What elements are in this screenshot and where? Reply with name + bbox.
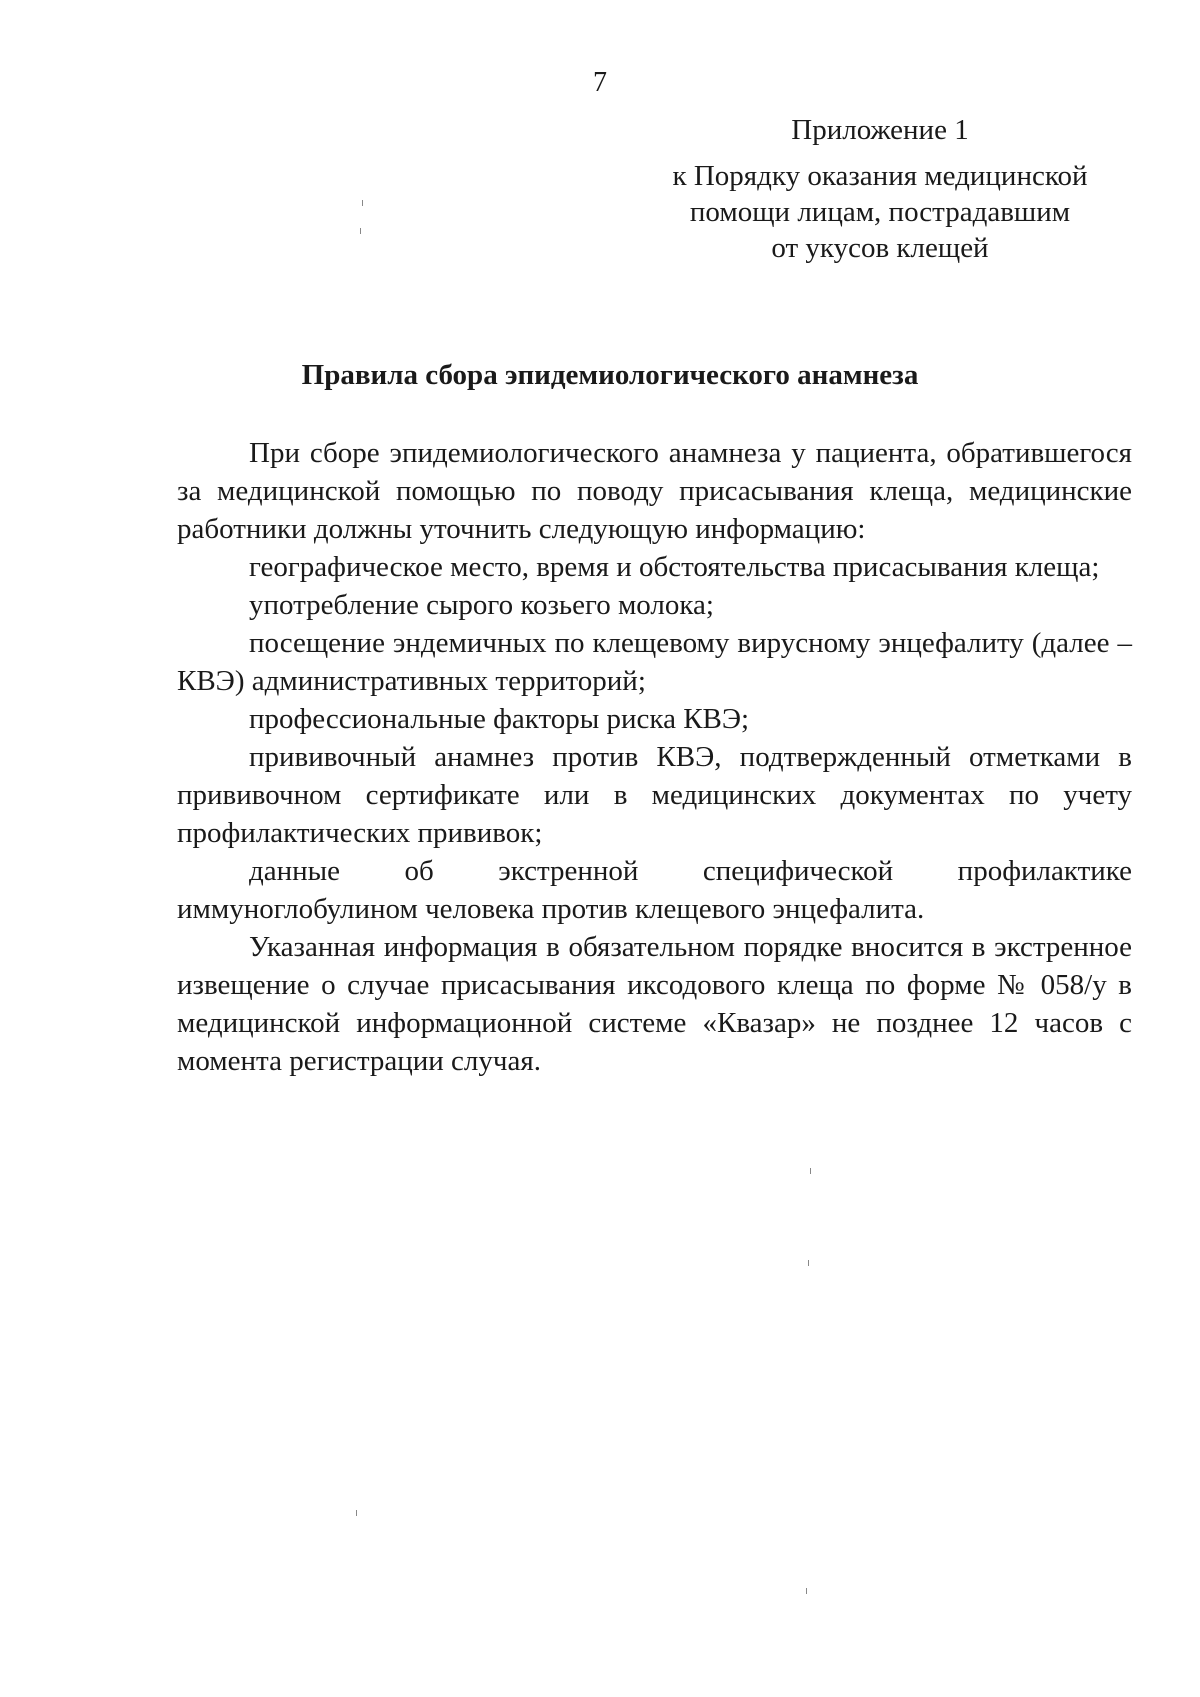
- scan-speck: [356, 1510, 357, 1516]
- annex-line: к Порядку оказания медицинской: [672, 160, 1088, 192]
- page-number: 7: [593, 67, 607, 98]
- document-title: Правила сбора эпидемиологического анамнеза: [301, 359, 919, 391]
- scan-speck: [362, 200, 363, 206]
- annex-header: [640, 112, 1120, 266]
- annex-title: Приложение 1: [791, 114, 969, 146]
- scan-speck: [806, 1588, 807, 1594]
- scan-speck: [810, 1168, 811, 1174]
- scan-speck: [808, 1260, 809, 1266]
- scan-speck: [360, 228, 361, 234]
- paragraph: При сборе эпидемиологического анамнеза у пациента, обратившегося за медицинской помощью по поводу присасывания клеща, медицинские работники должны уточнить следующую информацию:: [177, 437, 1132, 545]
- paragraph: посещение эндемичных по клещевому вирусному энцефалиту (далее – КВЭ) административных территорий;: [177, 627, 1132, 697]
- paragraph: географическое место, время и обстоятельства присасывания клеща;: [249, 551, 1100, 583]
- paragraph: данные об экстренной специфической профилактике иммуноглобулином человека против клещевого энцефалита.: [177, 855, 1132, 925]
- paragraph: прививочный анамнез против КВЭ, подтвержденный отметками в прививочном сертификате или в медицинских документах по учету профилактических прививок;: [177, 741, 1132, 849]
- paragraph: профессиональные факторы риска КВЭ;: [249, 703, 750, 735]
- paragraph: Указанная информация в обязательном порядке вносится в экстренное извещение о случае присасывания иксодового клеща по форме № 058/у в медицинской информационной системе «Квазар» не позднее 12 часов с момента регистрации случая.: [177, 931, 1132, 1077]
- annex-line: помощи лицам, пострадавшим: [689, 196, 1071, 228]
- document-body: [177, 434, 1132, 1080]
- paragraph: употребление сырого козьего молока;: [249, 589, 714, 621]
- annex-line: от укусов клещей: [771, 232, 989, 264]
